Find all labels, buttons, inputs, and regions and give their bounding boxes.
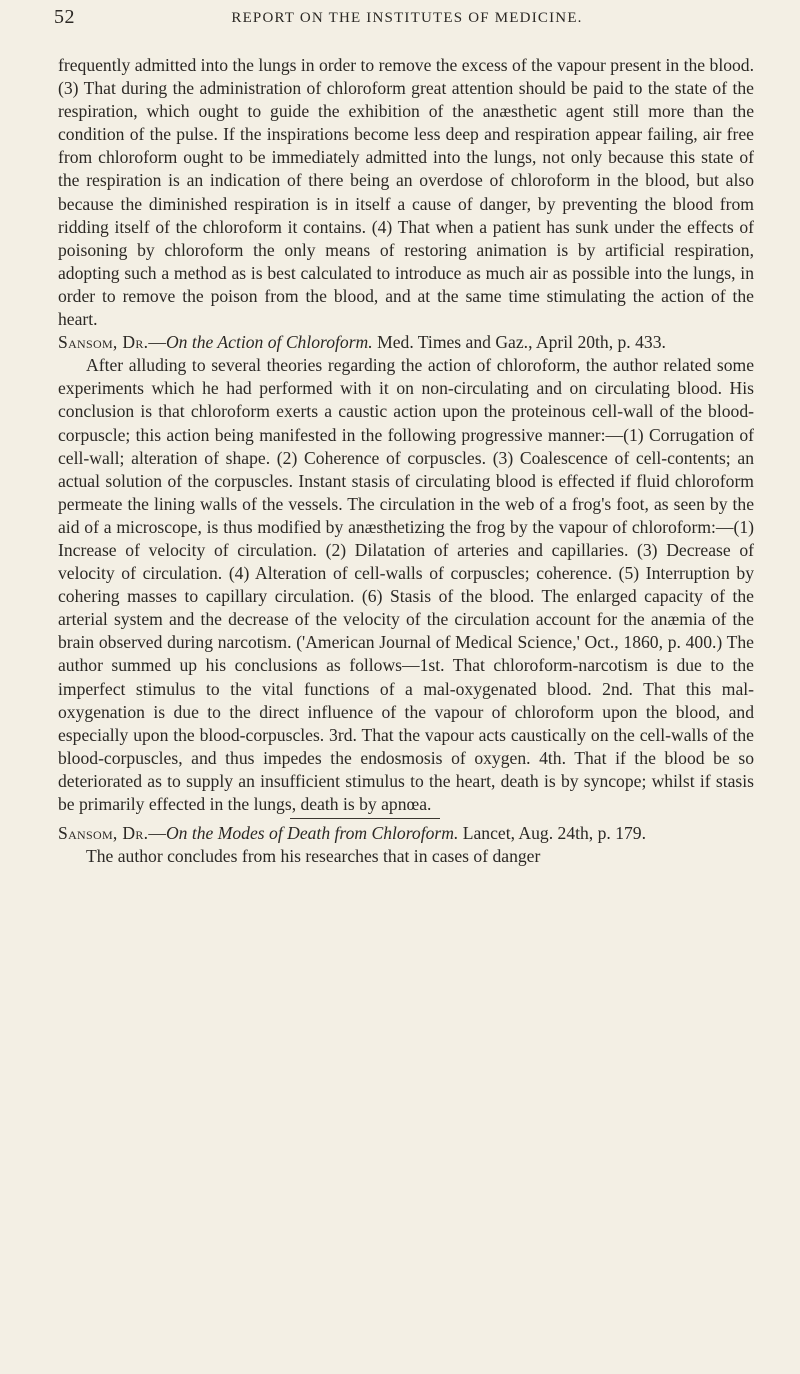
section-divider [290, 818, 440, 819]
citation-source: Med. Times and Gaz., April 20th, p. 433. [372, 332, 666, 353]
citation-title: On the Modes of Death from Chloroform. [165, 823, 459, 844]
citation-author: Sansom, Dr. [58, 823, 149, 844]
page-number: 52 [54, 6, 75, 28]
citation-source: Lancet, Aug. 24th, p. 179. [458, 823, 646, 844]
citation-author: Sansom, Dr. [58, 332, 149, 353]
paragraph-abstract-action: After alluding to several theories regarding the action of chloroform, the author related some experiments which he had performed with it on non-circulating and on circulating blood. His conclusion is that chloroform exerts a caustic action upon the proteinous cell-wall of the blood-corpuscle; this action being manifested in the following progressive manner:—(1) Corrugation of cell-wall; alteration of shape. (2) Coherence of corpuscles. (3) Coalescence of cell-contents; an actual solution of the corpuscles. Instant stasis of circulating blood is effected if fluid chloroform permeate the lining walls of the vessels. The circulation in the web of a frog's foot, as seen by the aid of a microscope, is thus modified by anæsthetizing the frog by the vapour of chloroform:—(1) Increase of velocity of circulation. (2) Dilatation of arteries and capillaries. (3) Decrease of velocity of circulation. (4) Alteration of cell-walls of corpuscles; coherence. (5) Interruption by cohering masses to capillary circulation. (6) Stasis of the blood. The enlarged capacity of the arterial system and the decrease of the velocity of the circulation account for the anæmia of the brain observed during narcotism. ('American Journal of Medical Science,' Oct., 1860, p. 400.) The author summed up his conclusions as follows—1st. That chloroform-narcotism is due to the imperfect stimulus to the vital functions of a mal-oxygenated blood. 2nd. That this mal-oxygenation is due to the direct influence of the vapour of chloroform upon the blood, and especially upon the blood-corpuscles. 3rd. That the vapour acts caustically on the cell-walls of the blood-corpuscles, and thus impedes the endosmosis of oxygen. 4th. That if the blood be so deteriorated as to supply an insufficient stimulus to the heart, death is by syncope; whilst if stasis be primarily effected in the lungs, death is by apnœa. [58, 355, 754, 814]
citation-title: On the Action of Chloroform. [165, 332, 373, 353]
page-header [54, 6, 760, 34]
paragraph-abstract-modes: The author concludes from his researches that in cases of danger [86, 846, 541, 867]
body-text [58, 54, 754, 868]
citation-sansom-modes: Sansom, Dr.—On the Modes of Death from Chloroform. Lancet, Aug. 24th, p. 179. [58, 823, 646, 844]
running-head: REPORT ON THE INSTITUTES OF MEDICINE. [231, 10, 583, 26]
citation-sansom-action: Sansom, Dr.—On the Action of Chloroform. Med. Times and Gaz., April 20th, p. 433. [58, 332, 666, 353]
paragraph-continued: frequently admitted into the lungs in order to remove the excess of the vapour present in the blood. (3) That during the administration of chloroform great attention should be paid to the state of the respiration, which ought to guide the exhibition of the anæsthetic agent still more than the condition of the pulse. If the inspirations become less deep and respiration appear failing, air free from chloroform ought to be immediately admitted into the lungs, not only because this state of the respiration is an indication of there being an overdose of chloroform in the blood, but also because the diminished respiration is in itself a cause of danger, by preventing the blood from ridding itself of the chloroform it contains. (4) That when a patient has sunk under the effects of poisoning by chloroform the only means of restoring animation is by artificial respiration, adopting such a method as is best calculated to introduce as much air as possible into the lungs, in order to remove the poison from the blood, and at the same time stimulating the action of the heart. [58, 55, 754, 330]
